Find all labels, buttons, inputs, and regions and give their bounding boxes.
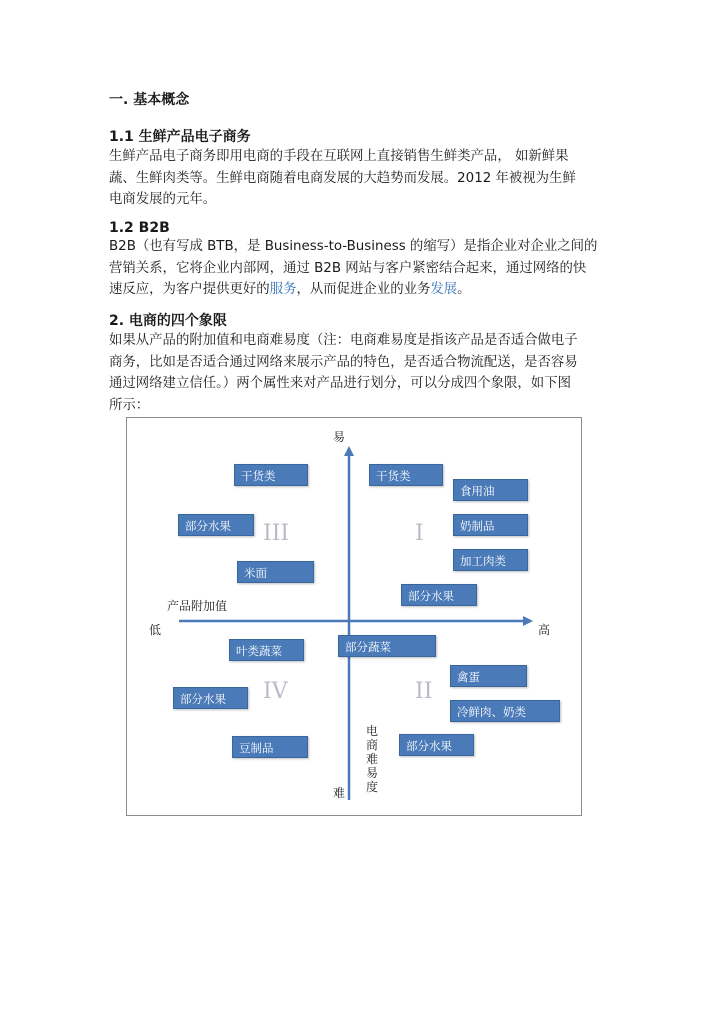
quadrant-diagram (126, 417, 582, 816)
axis-label-right: 高 (538, 623, 551, 637)
quadrant-label-II: II (415, 679, 433, 704)
quadrant-IV-item: 部分水果 (173, 687, 248, 709)
paragraph-line: 通过网络建立信任。）两个属性来对产品进行划分，可以分成四个象限，如下图 (109, 376, 571, 391)
axes-layer (127, 418, 583, 817)
paragraph-line: 如果从产品的附加值和电商难易度（注：电商难易度是指该产品是否适合做电子 (109, 333, 578, 348)
quadrant-II-item: 部分水果 (399, 734, 474, 756)
service-link[interactable]: 服务 (269, 282, 297, 297)
quadrant-I-item: 加工肉类 (453, 549, 528, 571)
paragraph-line: 所示： (109, 397, 150, 413)
axis-label-bottom: 难 (333, 786, 346, 800)
section-1-title: 一. 基本概念 (109, 92, 190, 108)
heading-1-1: 1.1 生鲜产品电子商务 (109, 129, 251, 145)
paragraph-line: 生鲜产品电子商务即用电商的手段在互联网上直接销售生鲜类产品， 如新鲜果 (109, 149, 569, 164)
text-run: ，从而促进企业的业务 (296, 282, 431, 297)
quadrant-II-item: 冷鲜肉、奶类 (450, 700, 560, 722)
x-axis-title: 产品附加值 (167, 599, 228, 613)
quadrant-I-item: 奶制品 (453, 514, 528, 536)
text-run: 。 (457, 282, 471, 297)
axis-label-top: 易 (333, 430, 346, 444)
paragraph-line: 电商发展的元年。 (109, 192, 217, 207)
development-link[interactable]: 发展 (430, 282, 458, 297)
paragraph-line: 营销关系，它将企业内部网，通过 B2B 网站与客户紧密结合起来，通过网络的快 (109, 260, 587, 276)
paragraph-1-1 (109, 146, 614, 211)
quadrant-label-III: III (263, 521, 290, 546)
paragraph-line: 商务，比如是否适合通过网络来展示产品的特色，是否适合物流配送，是否容易 (109, 354, 578, 370)
text-run: 速反应，为客户提供更好的 (109, 282, 270, 297)
paragraph-2 (109, 330, 614, 416)
quadrant-label-I: I (415, 521, 424, 546)
quadrant-label-IV: IV (263, 679, 288, 704)
quadrant-IV-item: 叶类蔬菜 (229, 639, 304, 661)
quadrant-III-item: 干货类 (234, 464, 308, 486)
paragraph-line: 蔬、生鲜肉类等。生鲜电商随着电商发展的大趋势而发展。2012 年被视为生鲜 (109, 170, 576, 186)
quadrant-I-item: 部分水果 (401, 584, 477, 606)
quadrant-I-item: 干货类 (369, 464, 443, 486)
paragraph-1-2 (109, 236, 614, 301)
y-axis-title: 电商难易度 (365, 724, 378, 794)
quadrant-IV-item: 豆制品 (232, 736, 308, 758)
quadrant-II-item: 禽蛋 (450, 665, 527, 687)
quadrant-I-item: 食用油 (453, 479, 528, 501)
paragraph-line (109, 279, 614, 301)
quadrant-III-item: 米面 (237, 561, 314, 583)
paragraph-line: B2B（也有写成 BTB，是 Business-to-Business 的缩写）是指企业对企业之间的 (109, 239, 598, 254)
quadrant-III-item: 部分水果 (178, 514, 254, 536)
quadrant-II-item: 部分蔬菜 (338, 635, 436, 657)
heading-2: 2. 电商的四个象限 (109, 313, 227, 329)
axis-label-left: 低 (149, 623, 162, 637)
heading-1-2: 1.2 B2B (109, 220, 170, 236)
